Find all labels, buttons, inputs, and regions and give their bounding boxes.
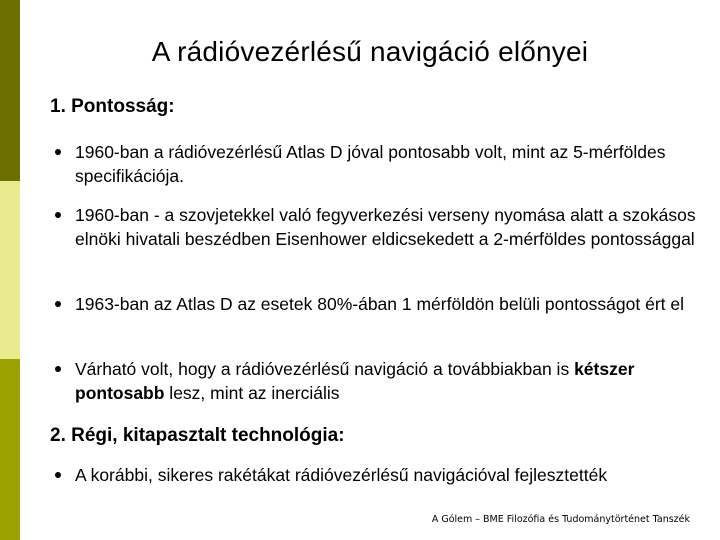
list-item xyxy=(75,140,705,188)
bullet-text: A korábbi, sikeres rakétákat rádióvezérlésű navigációval fejlesztették xyxy=(75,465,608,485)
bullet-icon xyxy=(55,212,61,218)
bullet-icon xyxy=(55,472,61,478)
bullet-text-after: lesz, mint az inerciális xyxy=(164,383,340,403)
bullet-icon xyxy=(55,366,61,372)
slide-title: A rádióvezérlésű navigáció előnyei xyxy=(151,36,589,67)
bullet-icon xyxy=(55,301,61,307)
list-item xyxy=(75,357,705,405)
section-heading-accuracy: 1. Pontosság: xyxy=(50,96,175,117)
accent-bar-top xyxy=(0,0,20,181)
bullet-text: 1960-ban a rádióvezérlésű Atlas D jóval pontosabb volt, mint az 5-mérföldes specifikációja. xyxy=(75,142,666,186)
list-item xyxy=(75,203,705,251)
list-item xyxy=(75,292,705,316)
section-heading-technology: 2. Régi, kitapasztalt technológia: xyxy=(50,425,345,446)
footer-credit: A Gólem – BME Filozófia és Tudománytörténet Tanszék xyxy=(431,514,690,525)
list-item xyxy=(75,463,715,487)
bullet-text-before: Várható volt, hogy a rádióvezérlésű navigáció a továbbiakban is xyxy=(75,359,575,379)
bullet-icon xyxy=(55,149,61,155)
bullet-text: 1963-ban az Atlas D az esetek 80%-ában 1 mérföldön belüli pontosságot ért el xyxy=(75,294,684,314)
bullet-text-bold: kétszer pontosabb xyxy=(75,359,635,403)
accent-bar-bottom xyxy=(0,359,20,540)
bullet-text: 1960-ban - a szovjetekkel való fegyverkezési verseny nyomása alatt a szokásos elnöki hivatali beszédben Eisenhower eldicsekedett a 2-mérföldes pontossággal xyxy=(75,205,696,249)
accent-bar-middle xyxy=(0,181,20,359)
